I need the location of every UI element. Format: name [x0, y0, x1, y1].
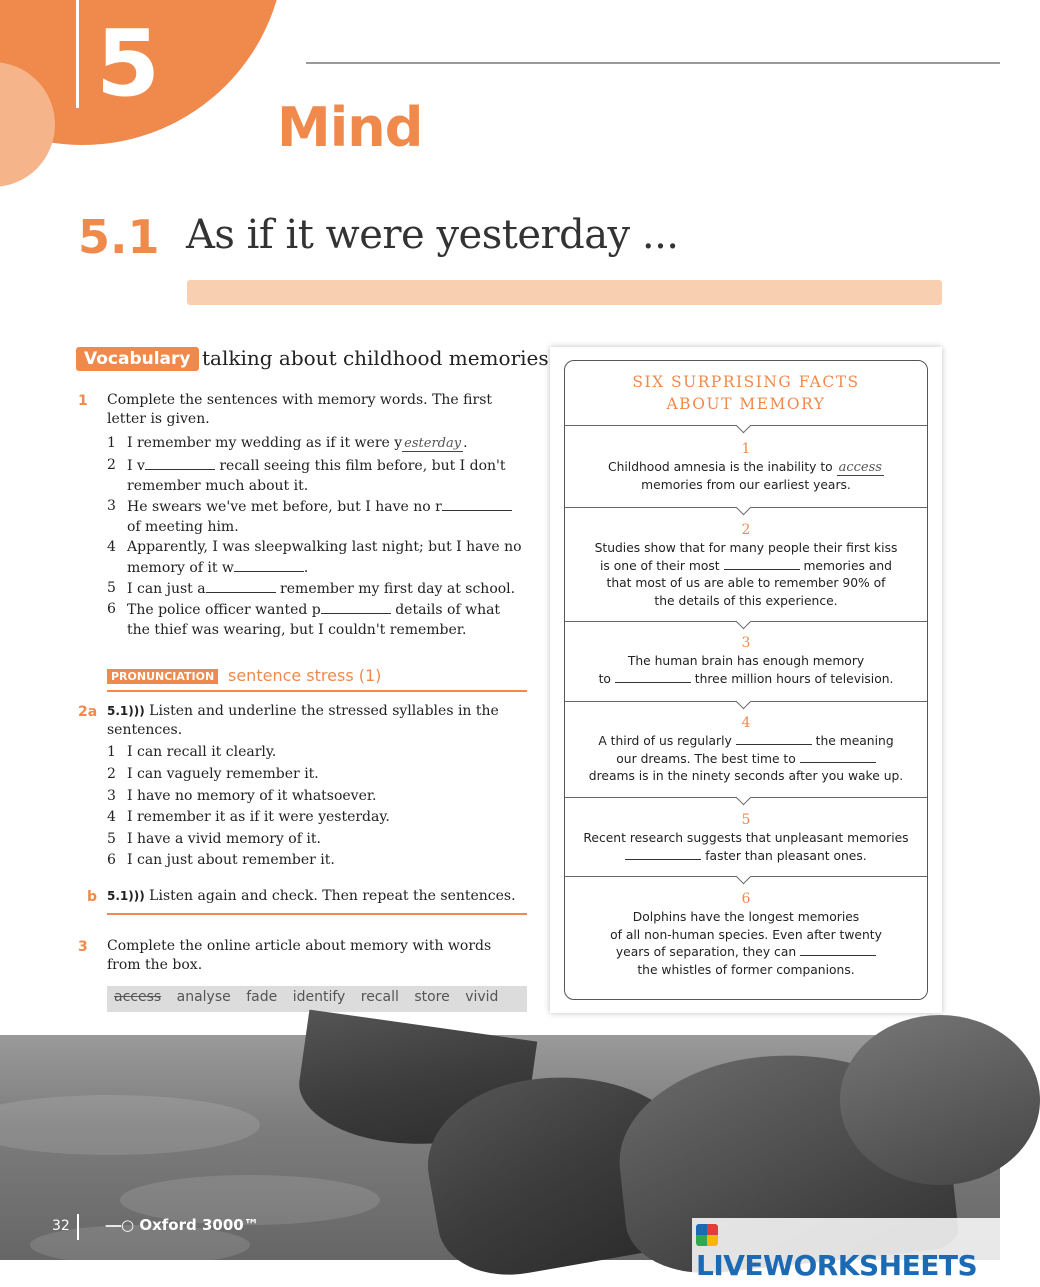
fact-divider	[565, 507, 927, 508]
unit-divider	[76, 0, 79, 108]
section-rule	[107, 913, 527, 915]
fact-divider	[565, 621, 927, 622]
ex2a-item-4: 4 I remember it as if it were yesterday.	[107, 809, 390, 825]
pronunciation-rule	[107, 690, 527, 692]
fact-2: 2 Studies show that for many people their first kiss is one of their most memories and that most of us are able to remember 90% of the details of this experience.	[594, 522, 898, 608]
ex2a-item-3: 3 I have no memory of it whatsoever.	[107, 788, 377, 804]
word-box-item: fade	[246, 989, 278, 1005]
unit-number: 5	[96, 10, 161, 117]
unit-title: Mind	[277, 96, 423, 159]
fact-divider	[565, 797, 927, 798]
word-box-item: store	[414, 989, 450, 1005]
fact-4: 4 A third of us regularly the meaning our dreams. The best time to dreams is in the ninety seconds after you wake up.	[588, 715, 904, 783]
exercise-3-instruction: Complete the online article about memory with words from the box.	[107, 938, 492, 973]
ex1-item-5: 5 I can just a remember my first day at school.	[107, 580, 516, 597]
page-number: 32	[52, 1218, 70, 1234]
fact-divider	[565, 701, 927, 702]
header-rule	[306, 62, 1000, 64]
fact-4-blank-2[interactable]	[800, 751, 876, 763]
exercise-2b-number: b	[87, 889, 98, 905]
fact-divider	[565, 876, 927, 877]
liveworksheets-icon	[696, 1224, 718, 1246]
word-box-item: analyse	[176, 989, 231, 1005]
word-box-item: recall	[360, 989, 399, 1005]
key-icon: ⎯⎯○	[106, 1216, 135, 1234]
ex1-item-3: 3 He swears we've met before, but I have no r of meeting him.	[107, 497, 527, 537]
ex1-blank-4[interactable]	[234, 558, 304, 572]
fact-3: 3 The human brain has enough memory to three million hours of television.	[598, 635, 894, 686]
exercise-3-number: 3	[78, 939, 88, 955]
vocabulary-topic: talking about childhood memories	[202, 346, 549, 370]
liveworksheets-logo[interactable]: LIVEWORKSHEETS	[692, 1218, 1000, 1282]
facts-title: SIX SURPRISING FACTS ABOUT MEMORY	[632, 373, 860, 413]
footer-divider	[77, 1214, 79, 1240]
pronunciation-topic: sentence stress (1)	[228, 666, 382, 685]
pronunciation-tag: PRONUNCIATION	[107, 669, 218, 684]
audio-icon[interactable]: 5.1	[107, 889, 129, 903]
ex1-item-2: 2 I v recall seeing this film before, but I don't remember much about it.	[107, 457, 506, 494]
ex2a-item-5: 5 I have a vivid memory of it.	[107, 831, 321, 847]
exercise-1-number: 1	[78, 393, 88, 409]
exercise-2a-number: 2a	[78, 704, 98, 720]
oxford-3000-label: ⎯⎯○ Oxford 3000™	[106, 1216, 259, 1234]
ex1-blank-3[interactable]	[442, 497, 512, 511]
fact-5-blank[interactable]	[625, 848, 701, 860]
facts-frame	[564, 360, 928, 1000]
fact-4-blank-1[interactable]	[736, 733, 812, 745]
lesson-title: As if it were yesterday ...	[186, 212, 679, 258]
ex1-item-1: 1 I remember my wedding as if it were y esterday .	[107, 435, 468, 451]
fact-2-blank[interactable]	[724, 558, 800, 570]
ex2a-item-1: 1 I can recall it clearly.	[107, 744, 277, 760]
word-box-item: vivid	[465, 989, 499, 1005]
fact-1-answer[interactable]: access	[838, 460, 882, 475]
fact-5: 5 Recent research suggests that unpleasant memories faster than pleasant ones.	[583, 812, 909, 863]
vocabulary-tag: Vocabulary	[76, 347, 199, 371]
word-box	[107, 986, 527, 1012]
word-box-item: access	[114, 989, 162, 1005]
ex2a-item-6: 6 I can just about remember it.	[107, 852, 335, 868]
word-box-item: identify	[292, 989, 346, 1005]
ex1-item-4: 4 Apparently, I was sleepwalking last night; but I have no memory of it w .	[107, 539, 522, 576]
exercise-1-instruction: Complete the sentences with memory words. The first letter is given.	[107, 392, 493, 427]
ex1-item-6: 6 The police officer wanted p details of what the thief was wearing, but I couldn't remember.	[107, 601, 501, 638]
ex1-blank-6[interactable]	[321, 600, 391, 614]
exercise-2a-instruction: 5.1))) Listen and underline the stressed syllables in the sentences.	[107, 703, 499, 738]
fact-1: 1 Childhood amnesia is the inability to access memories from our earliest years.	[608, 441, 882, 492]
facts-panel	[550, 347, 942, 1013]
fact-6: 6 Dolphins have the longest memories of all non-human species. Even after twenty years of separation, they can the whistles of former companions.	[610, 891, 882, 977]
ex2a-item-2: 2 I can vaguely remember it.	[107, 766, 319, 782]
fact-3-blank[interactable]	[615, 671, 691, 683]
ex1-blank-5[interactable]	[206, 579, 276, 593]
lesson-band	[187, 280, 942, 305]
exercise-2b-instruction: 5.1))) Listen again and check. Then repeat the sentences.	[107, 888, 516, 904]
fact-6-blank[interactable]	[800, 944, 876, 956]
ex1-answer-1[interactable]: esterday	[404, 436, 462, 451]
audio-icon[interactable]: 5.1	[107, 704, 129, 718]
ex1-blank-2[interactable]	[145, 456, 215, 470]
fact-divider	[565, 425, 927, 426]
lesson-number: 5.1	[78, 210, 160, 264]
